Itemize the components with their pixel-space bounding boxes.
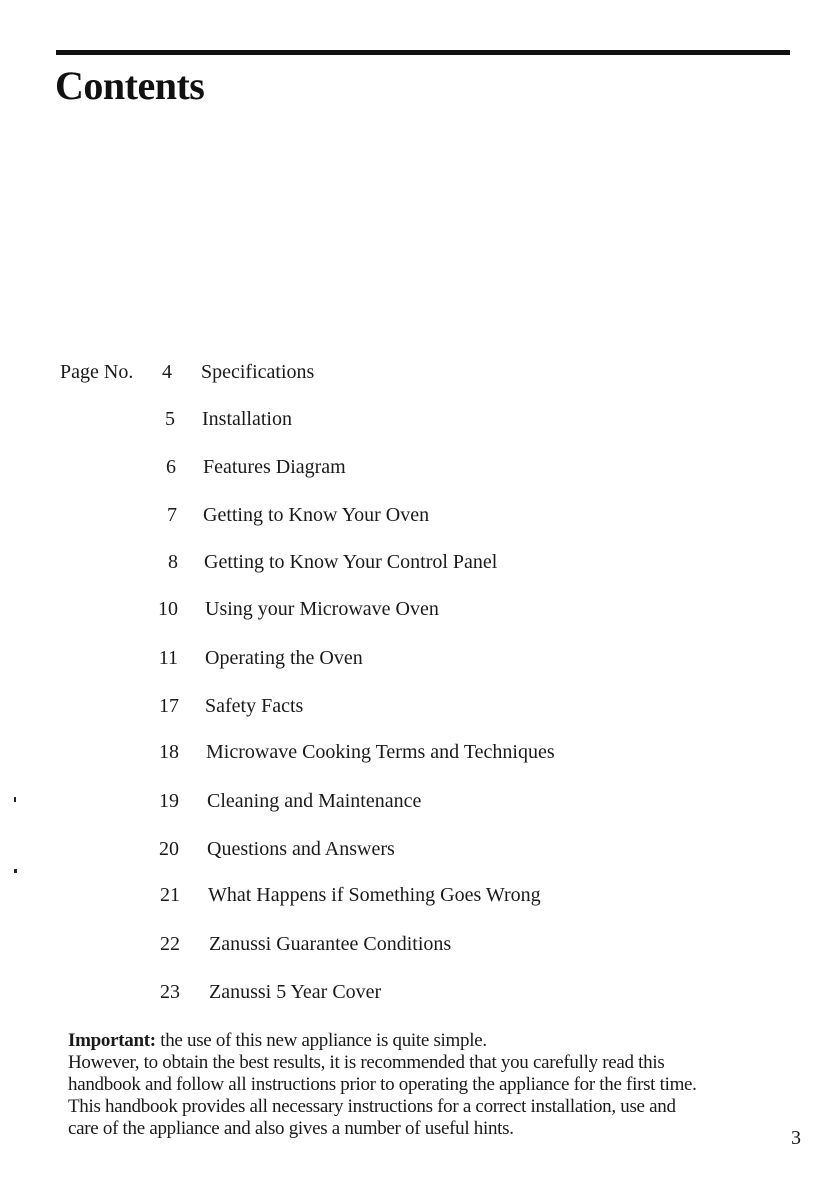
- page-number: 3: [791, 1127, 801, 1149]
- toc-title: Zanussi 5 Year Cover: [209, 981, 382, 1003]
- toc-title: Questions and Answers: [207, 838, 395, 860]
- toc-page-number: 7: [167, 504, 177, 526]
- important-label: Important:: [68, 1030, 156, 1051]
- notice-line-2: However, to obtain the best results, it is recommended that you carefully read this: [68, 1052, 665, 1073]
- toc-page-number: 20: [159, 838, 179, 860]
- toc-page-number: 8: [168, 551, 178, 573]
- toc-page-number: 6: [166, 456, 176, 478]
- scan-speck: [14, 869, 17, 873]
- important-notice: [68, 1030, 798, 1140]
- toc-title: What Happens if Something Goes Wrong: [208, 884, 541, 906]
- toc-title: Safety Facts: [205, 695, 304, 717]
- toc-page-number: 19: [159, 790, 179, 812]
- scan-speck: [14, 797, 16, 802]
- toc-title: Zanussi Guarantee Conditions: [209, 933, 452, 955]
- toc-title: Specifications: [201, 361, 315, 383]
- toc-page-number: 18: [159, 741, 179, 763]
- toc-page-number: 11: [158, 647, 178, 669]
- toc-page-number: 21: [160, 884, 180, 906]
- notice-line-3: handbook and follow all instructions prior to operating the appliance for the first time.: [68, 1074, 697, 1095]
- top-rule: [56, 50, 790, 55]
- notice-line-4: This handbook provides all necessary instructions for a correct installation, use and: [68, 1096, 676, 1117]
- toc-title: Installation: [202, 408, 292, 430]
- toc-title: Cleaning and Maintenance: [207, 790, 422, 812]
- toc-page-number: 10: [158, 598, 178, 620]
- toc-title: Operating the Oven: [205, 647, 363, 669]
- toc-title: Features Diagram: [203, 456, 346, 478]
- toc-title: Using your Microwave Oven: [205, 598, 439, 620]
- toc-title: Getting to Know Your Control Panel: [204, 551, 498, 573]
- toc-page-number: 23: [160, 981, 180, 1003]
- page-no-label: Page No.: [60, 361, 134, 383]
- toc-page-number: 5: [165, 408, 175, 430]
- toc-page-number: 4: [162, 361, 172, 383]
- toc-title: Microwave Cooking Terms and Techniques: [206, 741, 555, 763]
- notice-line-5: care of the appliance and also gives a number of useful hints.: [68, 1118, 514, 1139]
- notice-line-1-text: the use of this new appliance is quite simple.: [155, 1030, 487, 1051]
- toc-title: Getting to Know Your Oven: [203, 504, 430, 526]
- notice-line-1: [68, 1030, 798, 1052]
- toc-page-number: 22: [160, 933, 180, 955]
- page-title: Contents: [55, 63, 205, 108]
- toc-page-number: 17: [159, 695, 179, 717]
